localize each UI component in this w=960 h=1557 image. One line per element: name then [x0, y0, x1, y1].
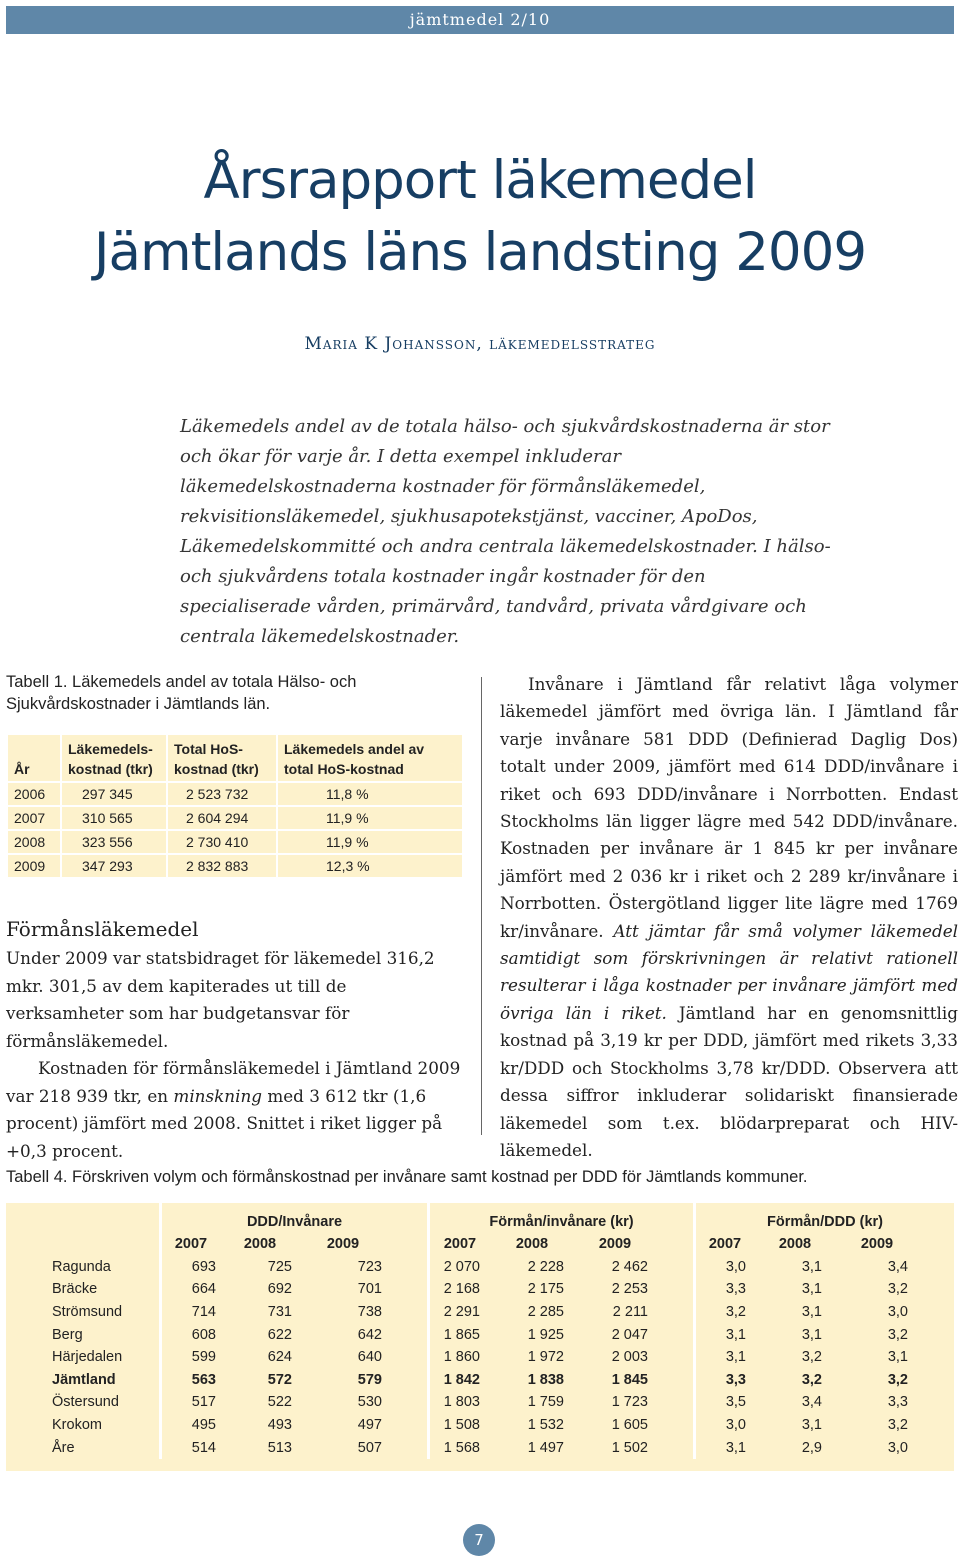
table4-municipality: Östersund — [52, 1391, 162, 1414]
table4-cell: 731 — [267, 1304, 292, 1321]
table4-cell: 1 925 — [527, 1326, 564, 1343]
table1-cell: 2 604 294 — [168, 807, 276, 829]
table4-cell: 3,3 — [725, 1281, 746, 1298]
table4-cell: 572 — [267, 1371, 292, 1388]
table4-municipality: Berg — [52, 1323, 162, 1346]
table4-cell: 563 — [191, 1371, 216, 1388]
table4-cell: 1 838 — [527, 1371, 564, 1388]
table4-year-row — [6, 1233, 954, 1256]
table1-header: Läkemedels-kostnad (tkr) — [62, 735, 166, 781]
table4-group-header: DDD/Invånare — [162, 1203, 430, 1233]
table4-cell: 642 — [357, 1326, 382, 1343]
table4-cell: 522 — [267, 1394, 292, 1411]
table4-year: 2009 — [326, 1236, 360, 1253]
table4-municipality: Jämtland — [52, 1369, 162, 1392]
table4-cell: 3,4 — [801, 1394, 822, 1411]
table4-cell: 1 759 — [527, 1394, 564, 1411]
table4-caption: Tabell 4. Förskriven volym och förmånskostnad per invånare samt kostnad per DDD för Jämtlands kommuner. — [6, 1168, 808, 1186]
table1-cell: 12,3 % — [278, 855, 462, 877]
right-text-b: Jämtland har en genomsnittlig kostnad på 3,19 kr per DDD, jämfört med rikets 3,33 kr/DDD och Stockholms 3,78 kr/DDD. Observera att dessa siffror inkluderar solidariskt finansierade läkemedel som t.ex. blödarpreparat och HIV-läkemedel. — [500, 1002, 959, 1160]
table4-cell: 3,1 — [801, 1304, 822, 1321]
table-row — [8, 783, 462, 805]
table4-cell: 1 532 — [527, 1417, 564, 1434]
table4-year: 2008 — [515, 1236, 549, 1253]
table4-cell: 3,1 — [725, 1326, 746, 1343]
table1-cell: 11,8 % — [278, 783, 462, 805]
table1-cell: 11,9 % — [278, 831, 462, 853]
table1-year: 2009 — [8, 855, 60, 877]
table4-cell: 495 — [191, 1417, 216, 1434]
table1-cell: 297 345 — [62, 783, 166, 805]
table4-cell: 530 — [357, 1394, 382, 1411]
author-byline: Maria K Johansson, läkemedelsstrateg — [304, 334, 656, 354]
table4-cell: 3,0 — [725, 1417, 746, 1434]
table4-cell: 493 — [267, 1417, 292, 1434]
table4-cell: 3,2 — [887, 1417, 908, 1434]
table4-cell: 714 — [191, 1304, 216, 1321]
table4-cell: 513 — [267, 1439, 292, 1456]
table4-cell: 3,2 — [887, 1326, 908, 1343]
table-1 — [6, 733, 464, 879]
table4-cell: 3,2 — [887, 1371, 908, 1388]
table1-year: 2006 — [8, 783, 60, 805]
table4-cell: 3,0 — [887, 1304, 908, 1321]
table-row — [6, 1301, 954, 1324]
table4-cell: 2 047 — [611, 1326, 648, 1343]
table4-cell: 3,1 — [801, 1281, 822, 1298]
table4-cell: 579 — [357, 1371, 382, 1388]
table4-cell: 640 — [357, 1349, 382, 1366]
table4-cell: 2 175 — [527, 1281, 564, 1298]
table4-cell: 3,1 — [801, 1258, 822, 1275]
table1-header: Läkemedels andel av total HoS-kostnad — [278, 735, 462, 781]
table4-cell: 692 — [267, 1281, 292, 1298]
table-row — [6, 1346, 954, 1369]
title-line-2: Jämtlands läns landsting 2009 — [93, 222, 867, 283]
table4-municipality: Ragunda — [52, 1256, 162, 1279]
table4-cell: 3,2 — [887, 1281, 908, 1298]
table4-cell: 2 228 — [527, 1258, 564, 1275]
table4-municipality: Härjedalen — [52, 1346, 162, 1369]
table4-cell: 738 — [357, 1304, 382, 1321]
table4-cell: 1 842 — [443, 1371, 480, 1388]
table4-year: 2008 — [243, 1236, 277, 1253]
table4-municipality: Krokom — [52, 1414, 162, 1437]
p2-text-a: Kostnaden för förmånsläkemedel i Jämtland 2009 var 218 939 tkr, en — [6, 1058, 461, 1106]
right-emphasis: Att jämtar får små volymer läkemedel samtidigt som förskrivningen är relativt rationell resulterar i låga kostnader per invånare jämfört med övriga län i riket. — [500, 920, 958, 1023]
table4-cell: 624 — [267, 1349, 292, 1366]
table4-cell: 622 — [267, 1326, 292, 1343]
running-header: jämtmedel 2/10 — [6, 6, 954, 34]
right-text-a: Invånare i Jämtland får relativt låga volymer läkemedel jämfört med övriga län. I Jämtland får varje invånare 581 DDD (Definierad Daglig Dos) totalt under 2009, jämfört med 614 DDD/invånare i riket och 693 DDD/invånare i Norrbotten. Endast Stockholms län ligger lägre med 542 DDD/invånare. Kostnaden per invånare är 1 845 kr per invånare jämfört med 2 036 kr i riket och 2 289 kr/invånare i Norrbotten. Östergötland ligger lite lägre med 1769 kr/invånare. — [500, 674, 958, 941]
table-row — [6, 1436, 954, 1459]
table4-cell: 3,5 — [725, 1394, 746, 1411]
table4-cell: 664 — [191, 1281, 216, 1298]
table-row — [6, 1323, 954, 1346]
table4-cell: 1 845 — [611, 1371, 648, 1388]
table4-cell: 3,2 — [801, 1371, 822, 1388]
table4-year: 2009 — [860, 1236, 894, 1253]
table4-cell: 1 803 — [443, 1394, 480, 1411]
table1-cell: 11,9 % — [278, 807, 462, 829]
table4-municipality: Åre — [52, 1436, 162, 1459]
table1-header: År — [8, 735, 60, 781]
table1-cell: 347 293 — [62, 855, 166, 877]
table-4 — [6, 1203, 954, 1459]
page-number: 7 — [463, 1524, 495, 1556]
table4-cell: 3,1 — [725, 1439, 746, 1456]
right-column-text — [500, 671, 958, 1164]
table1-cell: 323 556 — [62, 831, 166, 853]
title-line-1: Årsrapport läkemedel — [203, 150, 757, 211]
table4-cell: 2 211 — [612, 1304, 648, 1321]
table1-year: 2008 — [8, 831, 60, 853]
table4-cell: 3,2 — [725, 1304, 746, 1321]
table4-cell: 3,1 — [887, 1349, 908, 1366]
table4-cell: 1 865 — [443, 1326, 480, 1343]
table4-cell: 3,1 — [801, 1417, 822, 1434]
table4-cell: 2 253 — [611, 1281, 648, 1298]
table4-cell: 599 — [191, 1349, 216, 1366]
table4-municipality: Strömsund — [52, 1301, 162, 1324]
section-paragraph-1: Under 2009 var statsbidraget för läkemedel 316,2 mkr. 301,5 av dem kapiterades ut till de verksamheter som har budgetansvar för förmånsläkemedel. — [6, 948, 435, 1051]
table4-cell: 2 003 — [611, 1349, 648, 1366]
column-separator — [481, 677, 482, 1135]
table4-group-header: Förmån/invånare (kr) — [430, 1203, 696, 1233]
table4-cell: 507 — [357, 1439, 382, 1456]
table4-cell: 1 508 — [443, 1417, 480, 1434]
table4-year: 2007 — [443, 1236, 477, 1253]
table4-group-row — [6, 1203, 954, 1233]
table4-cell: 3,0 — [725, 1258, 746, 1275]
table-row — [6, 1414, 954, 1437]
table4-cell: 1 860 — [443, 1349, 480, 1366]
table4-year: 2007 — [708, 1236, 742, 1253]
table-row — [6, 1278, 954, 1301]
table4-cell: 2 070 — [443, 1258, 480, 1275]
table4-cell: 1 568 — [443, 1439, 480, 1456]
table1-cell: 2 832 883 — [168, 855, 276, 877]
table4-cell: 517 — [191, 1394, 216, 1411]
table4-cell: 723 — [357, 1258, 382, 1275]
table4-cell: 3,3 — [725, 1371, 746, 1388]
table4-cell: 1 972 — [527, 1349, 564, 1366]
table-row — [8, 807, 462, 829]
table4-cell: 1 497 — [527, 1439, 564, 1456]
table4-body — [6, 1256, 954, 1459]
table4-cell: 3,1 — [725, 1349, 746, 1366]
table4-cell: 2 285 — [527, 1304, 564, 1321]
table4-cell: 2 462 — [611, 1258, 648, 1275]
table1-year: 2007 — [8, 807, 60, 829]
table4-municipality: Bräcke — [52, 1278, 162, 1301]
table-row — [6, 1256, 954, 1279]
table1-cell: 2 730 410 — [168, 831, 276, 853]
table4-cell: 2,9 — [801, 1439, 822, 1456]
section-body — [6, 945, 464, 1165]
table-row — [6, 1391, 954, 1414]
table4-cell: 3,3 — [887, 1394, 908, 1411]
table4-cell: 3,0 — [887, 1439, 908, 1456]
p2-text-b: med 3 612 tkr (1,6 procent) jämfört med 2008. Snittet i riket ligger på +0,3 procent. — [6, 1085, 443, 1161]
table-row — [8, 831, 462, 853]
lead-paragraph: Läkemedels andel av de totala hälso- och sjukvårdskostnaderna är stor och ökar för varje år. I detta exempel inkluderar läkemedelskostnaderna kostnader för förmånsläkemedel, rekvisitionsläkemedel, sjukhusapotekstjänst, vacciner, ApoDos, Läkemedelskommitté och andra centrala läkemedelskostnader. I hälso- och sjukvårdens totala kostnader ingår kostnader för den specialiserade vården, primärvård, tandvård, privata vårdgivare och centrala läkemedelskostnader. — [180, 416, 831, 647]
table4-cell: 3,1 — [801, 1326, 822, 1343]
table4-cell: 1 605 — [611, 1417, 648, 1434]
table4-cell: 3,2 — [801, 1349, 822, 1366]
section-paragraph-2 — [6, 1055, 464, 1165]
table-row — [6, 1369, 954, 1392]
table1-caption: Tabell 1. Läkemedels andel av totala Hälso- och Sjukvårdskostnader i Jämtlands län. — [6, 673, 357, 713]
table4-year: 2007 — [174, 1236, 208, 1253]
table1-cell: 2 523 732 — [168, 783, 276, 805]
table-row — [8, 855, 462, 877]
table4-cell: 3,4 — [887, 1258, 908, 1275]
table4-cell: 1 502 — [611, 1439, 648, 1456]
table4-cell: 725 — [267, 1258, 292, 1275]
table4-cell: 1 723 — [611, 1394, 648, 1411]
table4-group-header: Förmån/DDD (kr) — [766, 1214, 883, 1230]
section-heading: Förmånsläkemedel — [6, 917, 199, 941]
table4-cell: 497 — [357, 1417, 382, 1434]
table4-cell: 514 — [191, 1439, 216, 1456]
table4-cell: 2 291 — [443, 1304, 480, 1321]
table4-cell: 701 — [357, 1281, 382, 1298]
table4-year: 2009 — [598, 1236, 632, 1253]
table1-header: Total HoS-kostnad (tkr) — [168, 735, 276, 781]
table4-year: 2008 — [778, 1236, 812, 1253]
table4-cell: 608 — [191, 1326, 216, 1343]
p2-emphasis: minskning — [173, 1085, 262, 1106]
table4-cell: 2 168 — [443, 1281, 480, 1298]
table1-header-row — [8, 735, 462, 781]
table1-cell: 310 565 — [62, 807, 166, 829]
table4-cell: 693 — [191, 1258, 216, 1275]
